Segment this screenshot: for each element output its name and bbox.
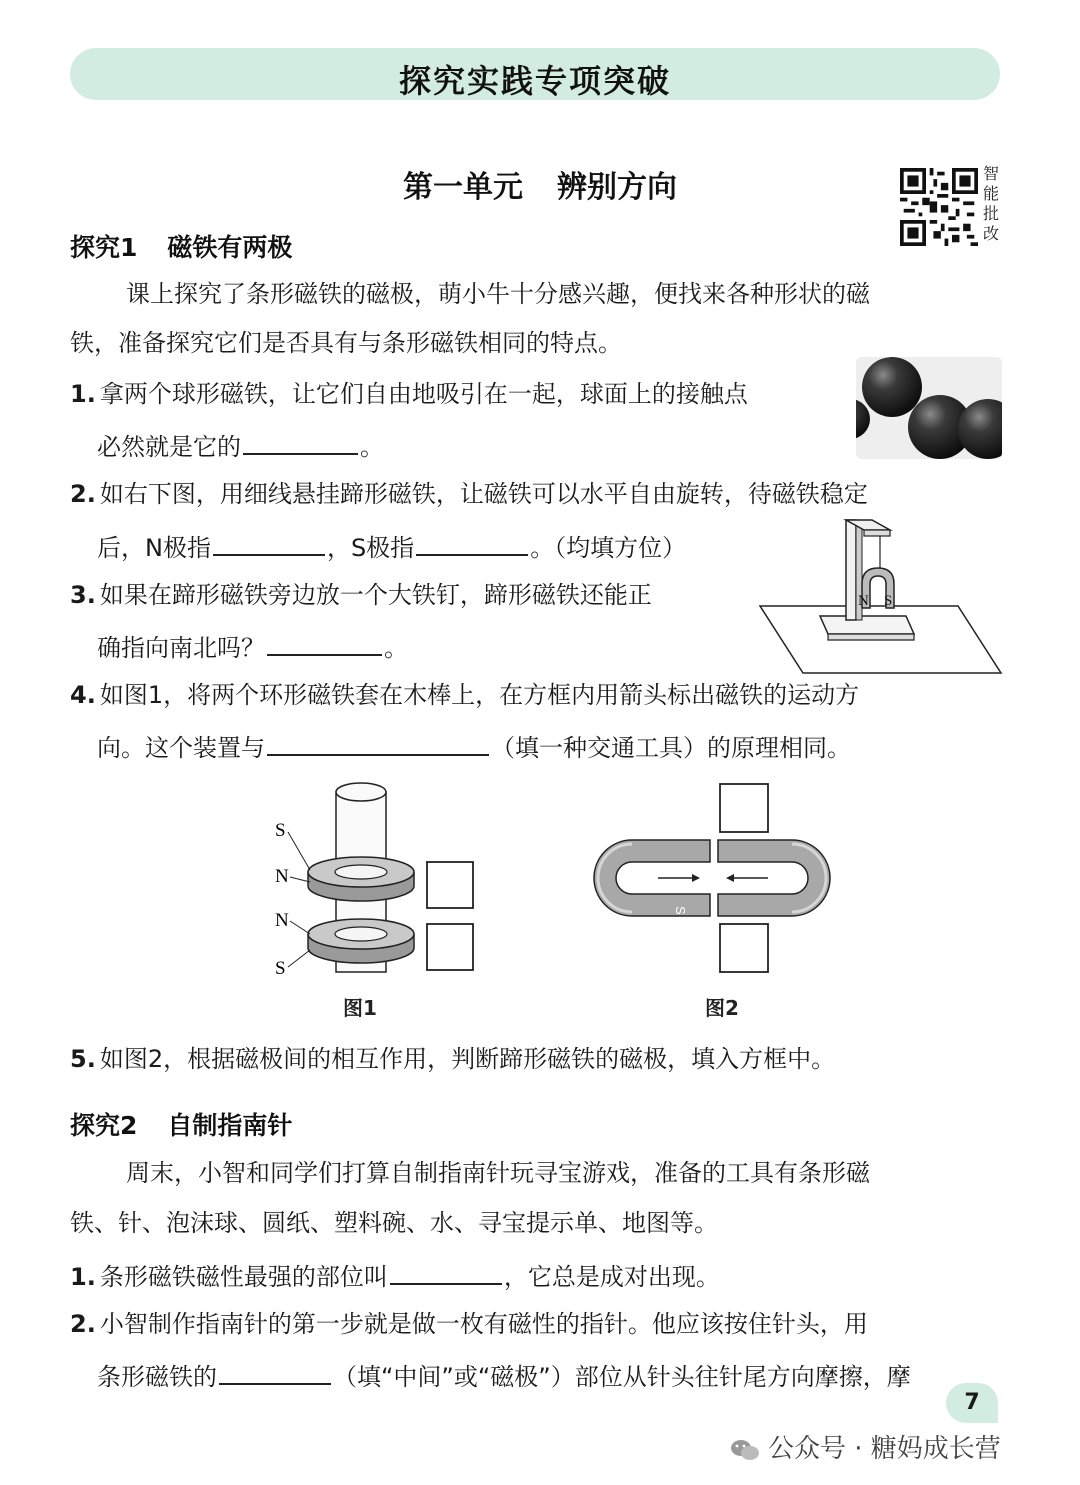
banner-title: 探究实践专项突破 xyxy=(398,62,671,100)
fig1-answer-box-bottom[interactable] xyxy=(427,924,473,970)
section1-intro-line2: 铁，准备探究它们是否具有与条形磁铁相同的特点。 xyxy=(70,329,622,357)
fig1-label-3: N xyxy=(275,910,289,931)
s1-q2-blank-n[interactable] xyxy=(213,528,325,556)
s1-q2-line2 xyxy=(97,528,686,565)
s1-q4-blank[interactable] xyxy=(267,728,489,756)
qr-code-icon[interactable] xyxy=(900,168,978,246)
s2-q2-number: 2. xyxy=(70,1310,96,1338)
header-banner xyxy=(70,48,1000,100)
stand-n-label: N xyxy=(858,593,869,609)
section1-heading xyxy=(70,228,292,264)
section2-title: 自制指南针 xyxy=(167,1111,293,1140)
s1-q2-number: 2. xyxy=(70,480,96,508)
s1-q3-blank[interactable] xyxy=(267,628,382,656)
section1-number: 探究1 xyxy=(70,233,138,262)
s1-q3-end: 。 xyxy=(384,634,408,662)
figure2-caption: 图2 xyxy=(705,996,739,1020)
s2-q2-end: （填“中间”或“磁极”）部位从针头往针尾方向摩擦，摩 xyxy=(333,1363,911,1391)
s1-q4-text2: 向。这个装置与 xyxy=(97,734,265,762)
s1-q2-end: 。（均填方位） xyxy=(530,534,687,562)
page-number: 7 xyxy=(946,1383,998,1423)
section2-intro-line2: 铁、针、泡沫球、圆纸、塑料碗、水、寻宝提示单、地图等。 xyxy=(70,1209,718,1237)
s2-q1-text: 条形磁铁磁性最强的部位叫 xyxy=(99,1263,388,1291)
s2-q2-text: 小智制作指南针的第一步就是做一枚有磁性的指针。他应该按住针头，用 xyxy=(99,1310,868,1338)
s1-q1-line1 xyxy=(70,377,748,411)
s1-q5-text: 如图2，根据磁极间的相互作用，判断蹄形磁铁的磁极，填入方框中。 xyxy=(99,1045,836,1073)
s1-q4-line1 xyxy=(70,678,859,712)
s2-q1-number: 1. xyxy=(70,1263,96,1291)
s2-q1-end: ，它总是成对出现。 xyxy=(503,1263,720,1291)
s1-q4-line2 xyxy=(97,728,851,765)
s1-q4-number: 4. xyxy=(70,681,96,709)
s2-q2-line1 xyxy=(70,1307,868,1341)
section2-number: 探究2 xyxy=(70,1111,138,1140)
fig2-answer-box-top[interactable] xyxy=(720,784,768,832)
stand-s-label: S xyxy=(884,593,893,609)
fig1-answer-box-top[interactable] xyxy=(427,862,473,908)
unit-name: 辨别方向 xyxy=(557,170,677,205)
s1-q1-number: 1. xyxy=(70,380,96,408)
fig2-answer-box-bottom[interactable] xyxy=(720,924,768,972)
s1-q4-text: 如图1，将两个环形磁铁套在木棒上，在方框内用箭头标出磁铁的运动方 xyxy=(99,681,860,709)
fig1-label-1: S xyxy=(275,820,286,841)
s1-q3-text: 如果在蹄形磁铁旁边放一个大铁钉，蹄形磁铁还能正 xyxy=(99,581,652,609)
fig1-label-2: N xyxy=(275,866,289,887)
qr-label: 智能批改 xyxy=(983,164,1000,243)
s1-q3-number: 3. xyxy=(70,581,96,609)
fig2-s-label: S xyxy=(673,906,688,915)
watermark xyxy=(730,1428,1001,1465)
s1-q5-number: 5. xyxy=(70,1045,96,1073)
s1-q1-end: 。 xyxy=(360,433,384,461)
s1-q2-text3: ，S极指 xyxy=(326,534,415,562)
suspended-magnet-figure xyxy=(758,508,1003,678)
s1-q1-line2 xyxy=(97,427,384,464)
figure1-ring-magnets xyxy=(270,778,480,978)
s1-q3-line1 xyxy=(70,578,652,612)
s1-q4-end: （填一种交通工具）的原理相同。 xyxy=(491,734,851,762)
figure1-caption: 图1 xyxy=(343,996,377,1020)
watermark-text: 公众号 · 糖妈成长营 xyxy=(768,1434,1001,1464)
ball-magnets-photo xyxy=(856,357,1002,459)
s2-q1-blank[interactable] xyxy=(390,1257,502,1285)
s2-q1-line xyxy=(70,1257,720,1294)
section2-intro-line1: 周末，小智和同学们打算自制指南针玩寻宝游戏，准备的工具有条形磁 xyxy=(126,1159,870,1187)
s1-q1-text2: 必然就是它的 xyxy=(97,433,241,461)
section1-intro-line1: 课上探究了条形磁铁的磁极，萌小牛十分感兴趣，便找来各种形状的磁 xyxy=(126,280,870,308)
s1-q2-blank-s[interactable] xyxy=(416,528,528,556)
s2-q2-blank[interactable] xyxy=(219,1357,331,1385)
section2-heading xyxy=(70,1106,292,1142)
s2-q2-text2: 条形磁铁的 xyxy=(97,1363,217,1391)
s1-q5-line xyxy=(70,1042,835,1076)
s2-q2-line2 xyxy=(97,1357,911,1394)
s1-q1-text: 拿两个球形磁铁，让它们自由地吸引在一起，球面上的接触点 xyxy=(99,380,748,408)
s1-q1-blank[interactable] xyxy=(243,427,358,455)
unit-number: 第一单元 xyxy=(403,170,523,205)
fig1-label-4: S xyxy=(275,958,286,978)
figure2-horseshoe-magnets xyxy=(588,780,838,976)
s1-q2-line1 xyxy=(70,477,868,511)
wechat-icon xyxy=(730,1438,760,1462)
section1-title: 磁铁有两极 xyxy=(167,233,293,262)
s1-q3-text2: 确指向南北吗？ xyxy=(97,634,265,662)
s1-q2-text: 如右下图，用细线悬挂蹄形磁铁，让磁铁可以水平自由旋转，待磁铁稳定 xyxy=(99,480,868,508)
s1-q2-text2: 后，N极指 xyxy=(97,534,211,562)
s1-q3-line2 xyxy=(97,628,408,665)
